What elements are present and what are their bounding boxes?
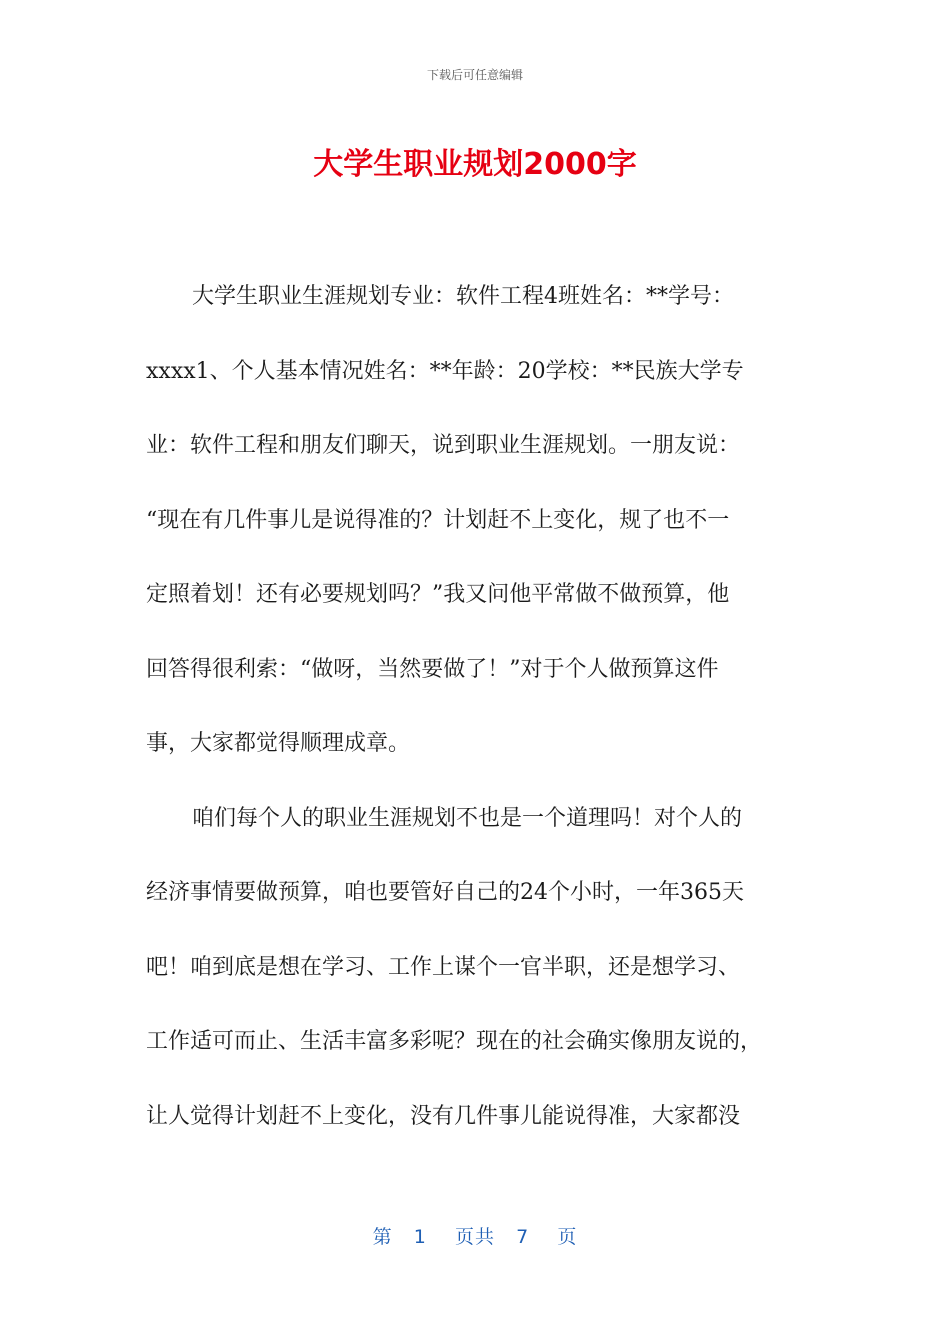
- header-note: 下载后可任意编辑: [426, 68, 523, 82]
- footer-middle: 页共: [454, 1226, 495, 1248]
- paragraph-line: 事，大家都觉得顺理成章。: [146, 731, 411, 756]
- footer-total-pages: 7: [516, 1226, 530, 1248]
- paragraph-line: 咱们每个人的职业生涯规划不也是一个道理吗！对个人的: [192, 805, 743, 831]
- page-number-footer: [0, 1222, 950, 1249]
- paragraph-line: 业：软件工程和朋友们聊天，说到职业生涯规划。一朋友说：: [146, 433, 741, 458]
- paragraph-line: 定照着划！还有必要规划吗？”我又问他平常做不做预算，他: [146, 582, 730, 607]
- document-body: [146, 260, 806, 1154]
- footer-current-page: 1: [413, 1226, 427, 1248]
- paragraph-line: “现在有几件事儿是说得准的？计划赶不上变化，规了也不一: [146, 507, 730, 533]
- paragraph-2: [146, 782, 806, 1155]
- paragraph-line: 经济事情要做预算，咱也要管好自己的24个小时，一年365天: [146, 880, 744, 905]
- paragraph-line: 回答得很利索：“做呀，当然要做了！”对于个人做预算这件: [146, 656, 719, 682]
- document-title: 大学生职业规划2000字: [313, 147, 637, 182]
- footer-suffix: 页: [557, 1226, 578, 1248]
- paragraph-line: 吧！咱到底是想在学习、工作上谋个一官半职，还是想学习、: [146, 954, 741, 980]
- paragraph-line: 大学生职业生涯规划专业：软件工程4班姓名：**学号：: [192, 284, 734, 309]
- paragraph-line: 工作适可而止、生活丰富多彩呢？现在的社会确实像朋友说的，: [146, 1029, 763, 1054]
- footer-prefix: 第: [372, 1226, 393, 1248]
- paragraph-line: 让人觉得计划赶不上变化，没有几件事儿能说得准，大家都没: [146, 1103, 741, 1129]
- paragraph-1: [146, 260, 806, 782]
- paragraph-line: xxxx1、个人基本情况姓名：**年龄：20学校：**民族大学专: [146, 358, 744, 384]
